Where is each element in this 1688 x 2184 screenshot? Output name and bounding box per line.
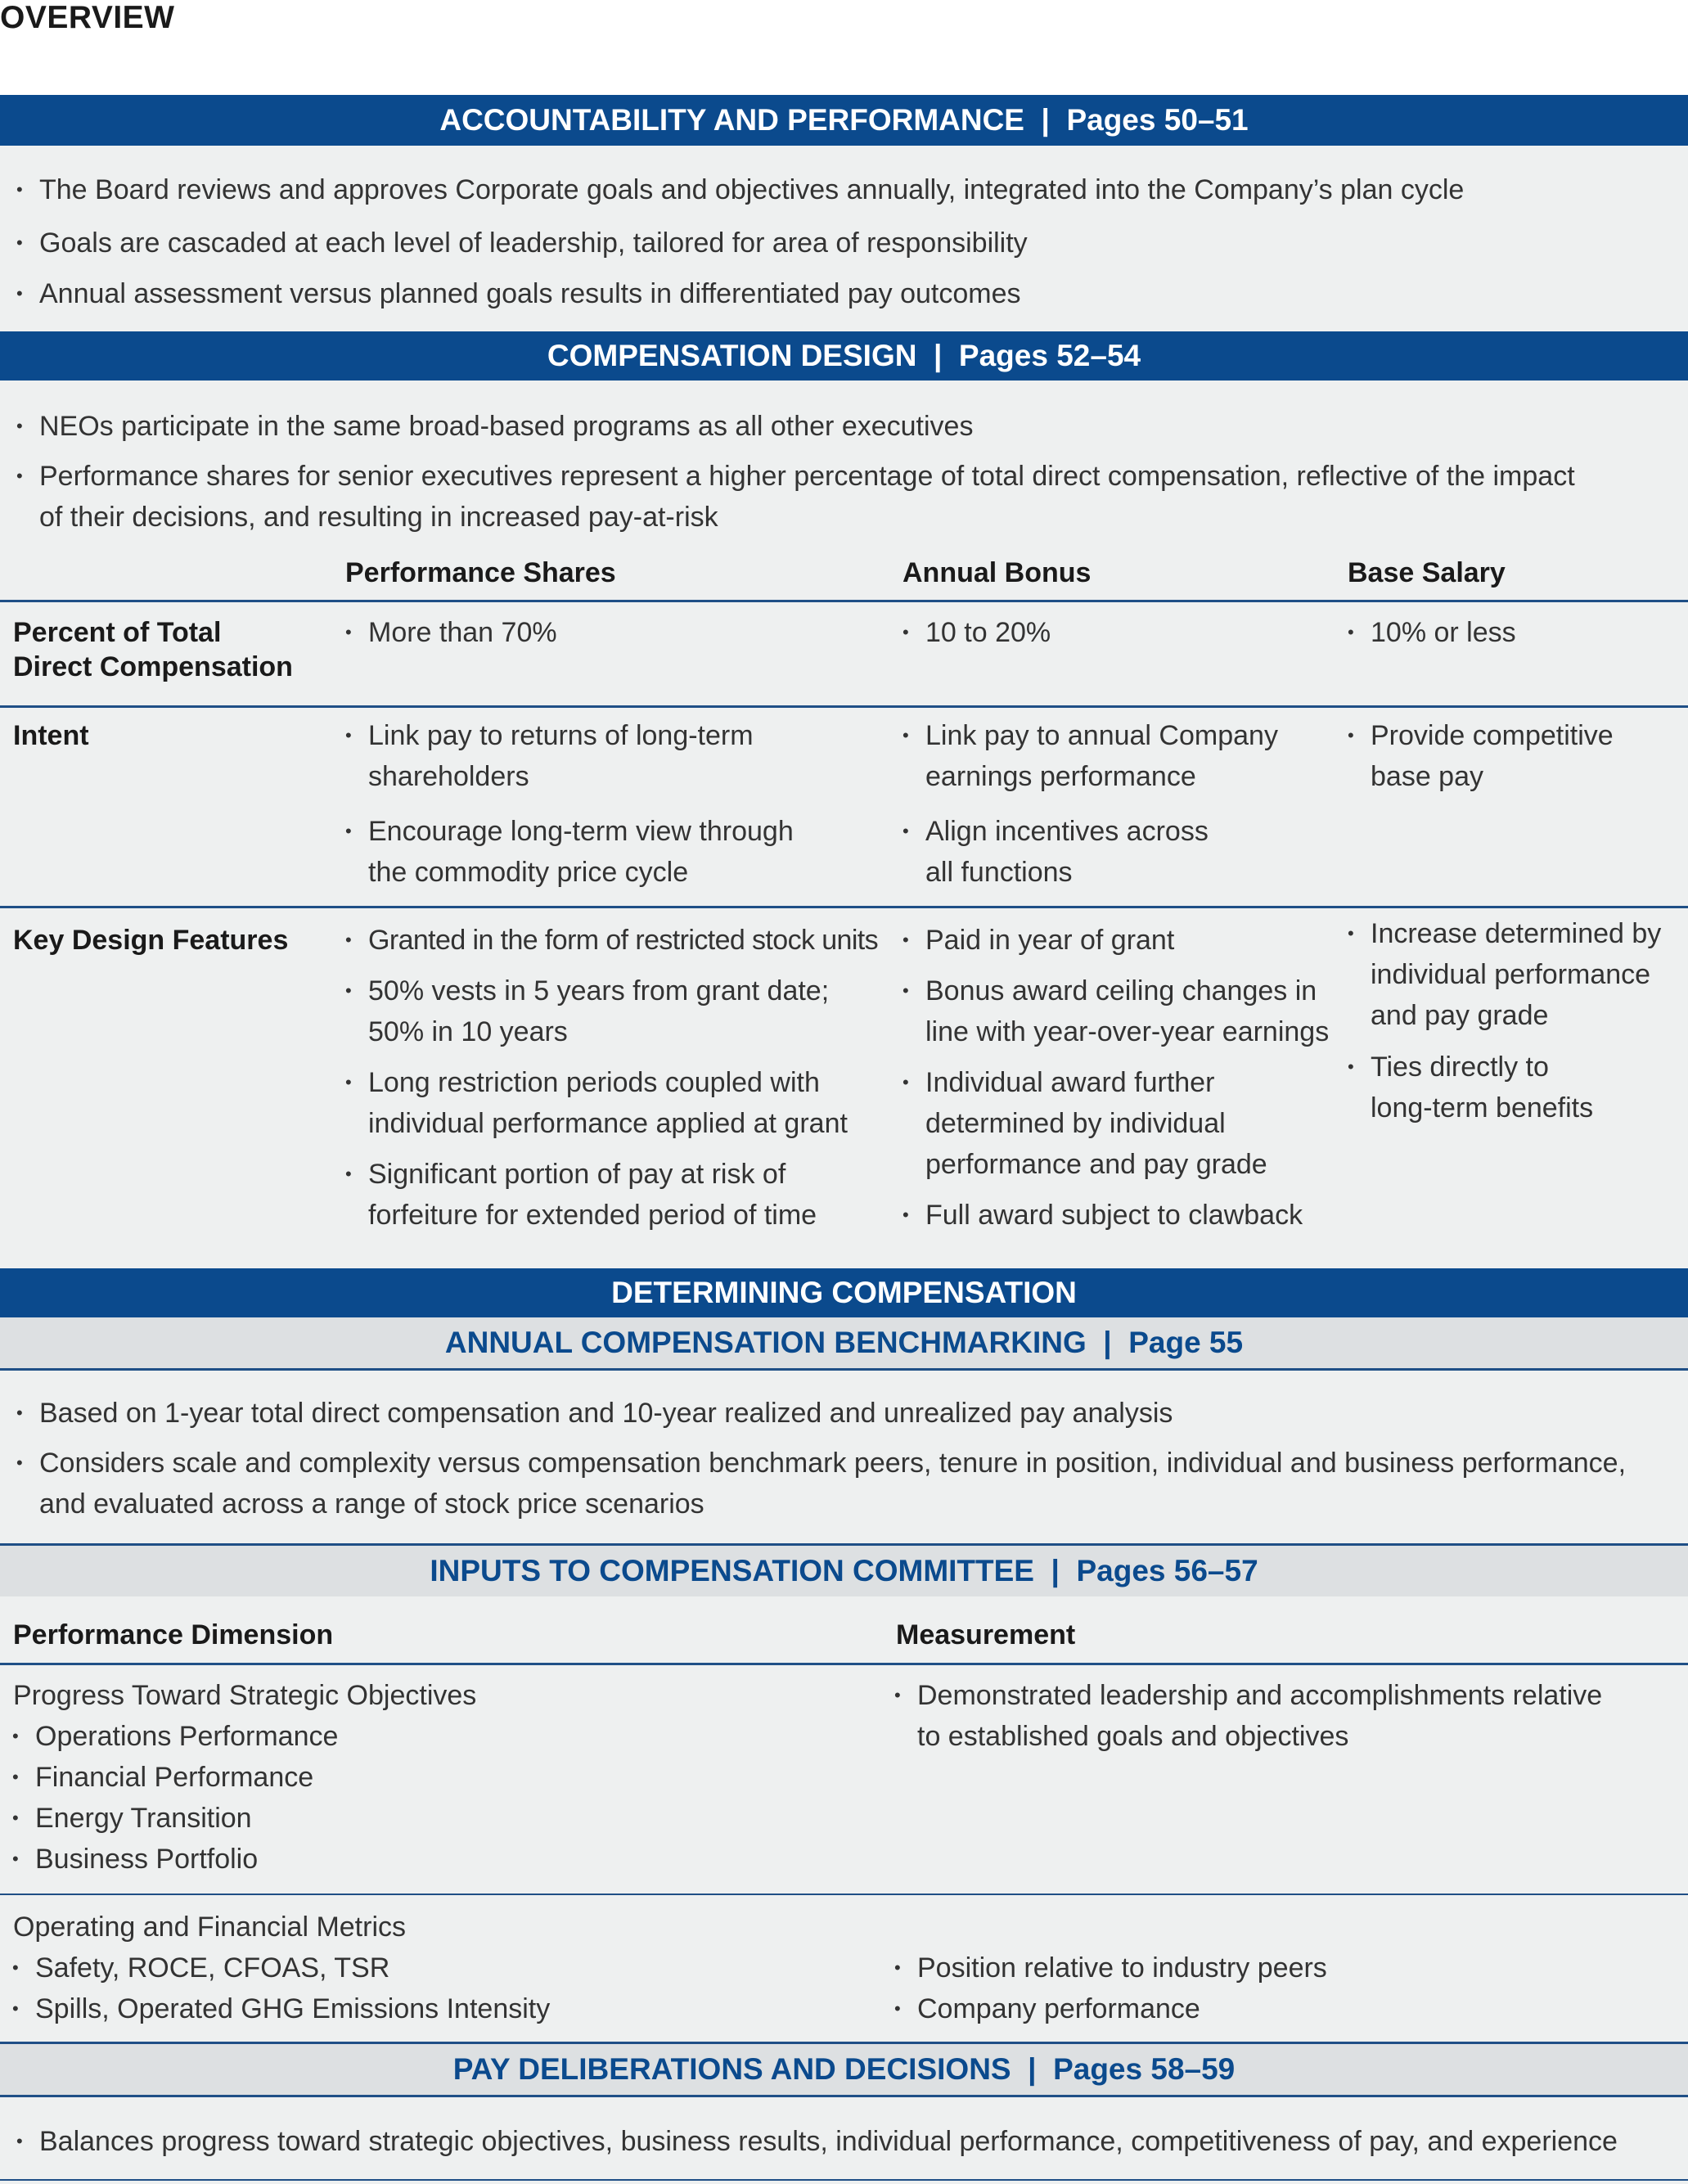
column-header-dimension: Performance Dimension (13, 1619, 334, 1650)
row-label-percent: Direct Compensation (13, 651, 293, 682)
features-salary-item-cont: and pay grade (1371, 1000, 1549, 1031)
column-header-base-salary: Base Salary (1348, 557, 1506, 588)
features-bonus-item: • Individual award further (925, 1062, 1214, 1103)
column-header-measurement: Measurement (896, 1619, 1076, 1650)
features-salary-item-cont: long-term benefits (1371, 1092, 1594, 1124)
accountability-bullet: • Goals are cascaded at each level of leadership, tailored for area of responsibility (39, 223, 1028, 263)
intent-shares-item-cont: the commodity price cycle (368, 857, 689, 888)
deliberations-heading: PAY DELIBERATIONS AND DECISIONS | Pages 58–59 (0, 2044, 1688, 2095)
intent-bonus-item-cont: all functions (925, 857, 1073, 888)
features-bonus-item: • Bonus award ceiling changes in (925, 970, 1317, 1011)
determining-heading: DETERMINING COMPENSATION (0, 1268, 1688, 1317)
table-divider (0, 1663, 1688, 1665)
table-divider (0, 1894, 1688, 1895)
section-divider (0, 2179, 1688, 2181)
features-bonus-item: • Full award subject to clawback (925, 1195, 1303, 1236)
design-bullet-continuation: of their decisions, and resulting in increased pay-at-risk (39, 502, 718, 533)
features-shares-item: • Significant portion of pay at risk of (368, 1154, 785, 1195)
dimension-item: • Financial Performance (35, 1757, 313, 1798)
row-label-intent: Intent (13, 720, 89, 751)
design-heading: COMPENSATION DESIGN | Pages 52–54 (0, 331, 1688, 381)
accountability-heading: ACCOUNTABILITY AND PERFORMANCE | Pages 50–51 (0, 95, 1688, 146)
benchmarking-bullet-cont: and evaluated across a range of stock price scenarios (39, 1488, 704, 1520)
dimension-item: • Operations Performance (35, 1716, 338, 1757)
features-salary-item: • Ties directly to (1371, 1047, 1549, 1087)
deliberations-bullet: • Balances progress toward strategic objectives, business results, individual performance, competitiveness of pay, and experience (39, 2121, 1618, 2162)
dimension-item: • Safety, ROCE, CFOAS, TSR (35, 1948, 389, 1988)
features-shares-item-cont: forfeiture for extended period of time (368, 1200, 817, 1231)
features-bonus-item-cont: line with year-over-year earnings (925, 1016, 1330, 1047)
intent-bonus-item: • Link pay to annual Company (925, 715, 1278, 756)
features-bonus-item: • Paid in year of grant (925, 920, 1174, 961)
benchmarking-bullet: • Considers scale and complexity versus compensation benchmark peers, tenure in position, individual and business performance, (39, 1443, 1626, 1484)
dimension-group-title: Operating and Financial Metrics (13, 1912, 407, 1943)
intent-salary-item-cont: base pay (1371, 761, 1483, 792)
measurement-item: • Company performance (917, 1988, 1200, 2029)
features-salary-item-cont: individual performance (1371, 959, 1651, 990)
features-shares-item-cont: 50% in 10 years (368, 1016, 568, 1047)
measurement-item-cont: to established goals and objectives (917, 1721, 1349, 1752)
column-header-annual-bonus: Annual Bonus (903, 557, 1092, 588)
row-label-percent: Percent of Total (13, 617, 222, 648)
features-bonus-item-cont: determined by individual (925, 1108, 1226, 1139)
features-salary-item: • Increase determined by (1371, 913, 1661, 954)
measurement-item: • Demonstrated leadership and accomplishments relative (917, 1675, 1602, 1716)
percent-salary: • 10% or less (1371, 612, 1516, 653)
percent-shares: • More than 70% (368, 612, 557, 653)
table-divider (0, 705, 1688, 708)
intent-shares-item: • Encourage long-term view through (368, 811, 794, 852)
measurement-item: • Position relative to industry peers (917, 1948, 1327, 1988)
intent-bonus-item-cont: earnings performance (925, 761, 1196, 792)
dimension-item: • Energy Transition (35, 1798, 252, 1839)
features-shares-item: • Granted in the form of restricted stock units (368, 920, 878, 961)
section-divider (0, 1368, 1688, 1371)
features-shares-item: • Long restriction periods coupled with (368, 1062, 820, 1103)
column-header-performance-shares: Performance Shares (345, 557, 616, 588)
row-label-features: Key Design Features (13, 925, 289, 956)
table-divider (0, 906, 1688, 908)
intent-shares-item: • Link pay to returns of long-term (368, 715, 754, 756)
accountability-bullet: • The Board reviews and approves Corporate goals and objectives annually, integrated into the Company’s plan cycle (39, 169, 1464, 210)
intent-salary-item: • Provide competitive (1371, 715, 1614, 756)
section-divider (0, 2095, 1688, 2097)
benchmarking-bullet: • Based on 1-year total direct compensation and 10-year realized and unrealized pay analysis (39, 1393, 1173, 1434)
dimension-group-title: Progress Toward Strategic Objectives (13, 1680, 477, 1711)
design-bullet: • Performance shares for senior executives represent a higher percentage of total direct compensation, reflective of the impact (39, 456, 1575, 497)
accountability-bullet: • Annual assessment versus planned goals results in differentiated pay outcomes (39, 273, 1021, 314)
intent-shares-item-cont: shareholders (368, 761, 529, 792)
percent-bonus: • 10 to 20% (925, 612, 1051, 653)
dimension-item: • Business Portfolio (35, 1839, 258, 1880)
benchmarking-heading: ANNUAL COMPENSATION BENCHMARKING | Page 55 (0, 1317, 1688, 1368)
intent-bonus-item: • Align incentives across (925, 811, 1209, 852)
features-shares-item: • 50% vests in 5 years from grant date; (368, 970, 829, 1011)
page-title: OVERVIEW (0, 0, 175, 35)
table-divider (0, 600, 1688, 602)
dimension-item: • Spills, Operated GHG Emissions Intensity (35, 1988, 550, 2029)
inputs-heading: INPUTS TO COMPENSATION COMMITTEE | Pages 56–57 (0, 1546, 1688, 1596)
design-bullet: • NEOs participate in the same broad-based programs as all other executives (39, 406, 973, 447)
features-bonus-item-cont: performance and pay grade (925, 1149, 1267, 1180)
features-shares-item-cont: individual performance applied at grant (368, 1108, 848, 1139)
